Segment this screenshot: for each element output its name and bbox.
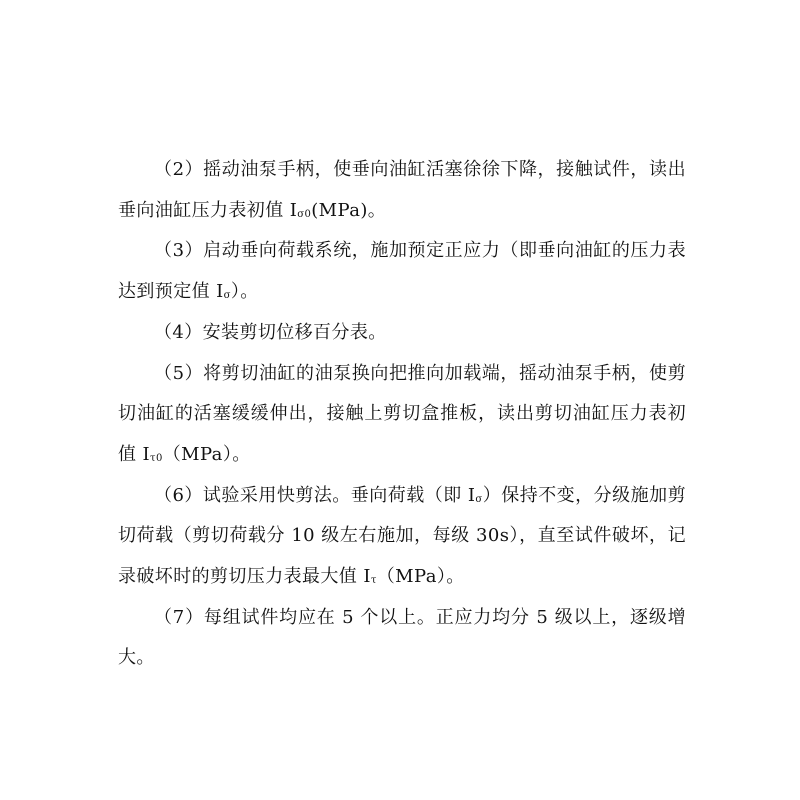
paragraph-step-5 [118, 354, 686, 476]
subscript-sigma-0: σ0 [297, 208, 312, 220]
subscript-tau: τ [370, 575, 377, 587]
paragraph-step-2 [118, 150, 686, 231]
paragraph-text: （MPa）。 [376, 566, 465, 588]
paragraph-step-4 [118, 313, 686, 354]
paragraph-text: （6）试验采用快剪法。垂向荷载（即 I [154, 484, 476, 506]
paragraph-text: (MPa)。 [311, 199, 387, 221]
document-body [118, 150, 686, 679]
paragraph-text: ）。 [230, 281, 259, 303]
subscript-sigma: σ [223, 290, 231, 302]
subscript-sigma: σ [475, 493, 483, 505]
paragraph-text: （4）安装剪切位移百分表。 [154, 321, 387, 343]
paragraph-step-3 [118, 231, 686, 312]
paragraph-text: （2）摇动油泵手柄，使垂向油缸活塞徐徐下降，接触试件，读出垂向油缸压力表初值 I [118, 159, 686, 221]
paragraph-text: ）保持不变，分级施加剪切荷载（剪切荷载分 10 级左右施加，每级 30s），直至试件破坏，记录破坏时的剪切压力表最大值 I [118, 484, 686, 588]
paragraph-step-6 [118, 476, 686, 598]
paragraph-step-7 [118, 598, 686, 679]
paragraph-text: （3）启动垂向荷载系统，施加预定正应力（即垂向油缸的压力表达到预定值 I [118, 240, 686, 303]
paragraph-text: （7）每组试件均应在 5 个以上。正应力均分 5 级以上，逐级增大。 [118, 606, 686, 669]
subscript-tau-0: τ0 [150, 452, 163, 464]
paragraph-text: （5）将剪切油缸的油泵换向把推向加载端，摇动油泵手柄，使剪切油缸的活塞缓缓伸出，接触上剪切盒推板，读出剪切油缸压力表初值 I [118, 362, 686, 465]
paragraph-text: （MPa）。 [162, 443, 251, 465]
